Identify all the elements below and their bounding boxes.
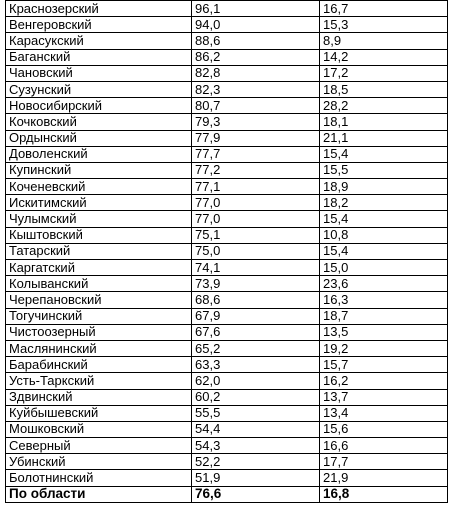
value2-cell: 28,2	[320, 98, 448, 114]
value2-cell: 15,3	[320, 17, 448, 33]
district-cell: Карасукский	[6, 33, 192, 49]
value1-cell: 65,2	[192, 340, 320, 356]
value2-cell: 16,3	[320, 292, 448, 308]
table-row	[6, 340, 448, 356]
district-cell: Купинский	[6, 162, 192, 178]
district-cell: Ордынский	[6, 130, 192, 146]
table-row	[6, 308, 448, 324]
district-cell: Чистоозерный	[6, 324, 192, 340]
value1-cell: 67,6	[192, 324, 320, 340]
value1-cell: 96,1	[192, 1, 320, 17]
table-row	[6, 357, 448, 373]
value2-cell: 10,8	[320, 227, 448, 243]
table-row	[6, 33, 448, 49]
value1-cell: 54,3	[192, 438, 320, 454]
value2-cell: 15,4	[320, 243, 448, 259]
value2-cell: 19,2	[320, 340, 448, 356]
district-cell: Доволенский	[6, 146, 192, 162]
value2-cell: 13,5	[320, 324, 448, 340]
value1-cell: 94,0	[192, 17, 320, 33]
table-row	[6, 195, 448, 211]
value2-cell: 17,7	[320, 454, 448, 470]
value1-cell: 77,1	[192, 179, 320, 195]
value2-cell: 15,6	[320, 421, 448, 437]
value1-cell: 60,2	[192, 389, 320, 405]
table-row	[6, 114, 448, 130]
table-row	[6, 162, 448, 178]
value2-cell: 18,9	[320, 179, 448, 195]
table-row	[6, 211, 448, 227]
district-cell: Венгеровский	[6, 17, 192, 33]
table-row	[6, 373, 448, 389]
value1-cell: 62,0	[192, 373, 320, 389]
district-cell: Кыштовский	[6, 227, 192, 243]
value2-cell: 15,4	[320, 211, 448, 227]
district-cell: Маслянинский	[6, 340, 192, 356]
district-cell: Здвинский	[6, 389, 192, 405]
table-row	[6, 421, 448, 437]
district-cell: Мошковский	[6, 421, 192, 437]
value1-cell: 63,3	[192, 357, 320, 373]
value1-cell: 55,5	[192, 405, 320, 421]
value2-cell: 8,9	[320, 33, 448, 49]
value1-cell: 74,1	[192, 260, 320, 276]
value1-cell: 82,8	[192, 65, 320, 81]
value1-cell: 68,6	[192, 292, 320, 308]
district-cell: Чановский	[6, 65, 192, 81]
district-cell: Сузунский	[6, 81, 192, 97]
value2-cell: 21,9	[320, 470, 448, 486]
table-row	[6, 405, 448, 421]
value2-cell: 15,0	[320, 260, 448, 276]
value1-cell: 76,6	[192, 486, 320, 502]
table-row	[6, 470, 448, 486]
table-row	[6, 49, 448, 65]
district-cell: Куйбышевский	[6, 405, 192, 421]
value1-cell: 67,9	[192, 308, 320, 324]
value2-cell: 16,8	[320, 486, 448, 502]
district-cell: Татарский	[6, 243, 192, 259]
table-row	[6, 243, 448, 259]
total-row	[6, 486, 448, 502]
table-row	[6, 130, 448, 146]
district-cell: Коченевский	[6, 179, 192, 195]
district-cell: Болотнинский	[6, 470, 192, 486]
district-cell: Колыванский	[6, 276, 192, 292]
district-cell: Северный	[6, 438, 192, 454]
table-row	[6, 146, 448, 162]
value2-cell: 18,5	[320, 81, 448, 97]
value2-cell: 16,7	[320, 1, 448, 17]
table-row	[6, 17, 448, 33]
value2-cell: 13,7	[320, 389, 448, 405]
value2-cell: 18,1	[320, 114, 448, 130]
district-cell: Баганский	[6, 49, 192, 65]
value2-cell: 21,1	[320, 130, 448, 146]
table-body	[6, 1, 448, 503]
district-cell: Усть-Таркский	[6, 373, 192, 389]
table-row	[6, 81, 448, 97]
value1-cell: 79,3	[192, 114, 320, 130]
table-row	[6, 324, 448, 340]
district-cell: Краснозерский	[6, 1, 192, 17]
district-cell: Черепановский	[6, 292, 192, 308]
district-cell: Новосибирский	[6, 98, 192, 114]
value2-cell: 18,2	[320, 195, 448, 211]
value2-cell: 23,6	[320, 276, 448, 292]
value2-cell: 15,7	[320, 357, 448, 373]
table-row	[6, 98, 448, 114]
value1-cell: 86,2	[192, 49, 320, 65]
district-cell: Чулымский	[6, 211, 192, 227]
value1-cell: 75,0	[192, 243, 320, 259]
district-cell: Каргатский	[6, 260, 192, 276]
district-cell: Кочковский	[6, 114, 192, 130]
district-data-table	[5, 0, 448, 503]
value1-cell: 77,0	[192, 195, 320, 211]
table-row	[6, 260, 448, 276]
table-row	[6, 179, 448, 195]
district-cell: Барабинский	[6, 357, 192, 373]
value1-cell: 75,1	[192, 227, 320, 243]
value2-cell: 18,7	[320, 308, 448, 324]
district-cell: Искитимский	[6, 195, 192, 211]
district-cell: Убинский	[6, 454, 192, 470]
value2-cell: 14,2	[320, 49, 448, 65]
value1-cell: 88,6	[192, 33, 320, 49]
value1-cell: 77,7	[192, 146, 320, 162]
value2-cell: 16,6	[320, 438, 448, 454]
value2-cell: 17,2	[320, 65, 448, 81]
table-row	[6, 1, 448, 17]
table-row	[6, 65, 448, 81]
value1-cell: 80,7	[192, 98, 320, 114]
value1-cell: 52,2	[192, 454, 320, 470]
table-row	[6, 389, 448, 405]
value2-cell: 16,2	[320, 373, 448, 389]
table-row	[6, 292, 448, 308]
value2-cell: 13,4	[320, 405, 448, 421]
value1-cell: 82,3	[192, 81, 320, 97]
value1-cell: 51,9	[192, 470, 320, 486]
table-row	[6, 276, 448, 292]
value1-cell: 77,9	[192, 130, 320, 146]
value2-cell: 15,5	[320, 162, 448, 178]
value1-cell: 77,2	[192, 162, 320, 178]
district-cell: Тогучинский	[6, 308, 192, 324]
value2-cell: 15,4	[320, 146, 448, 162]
table-row	[6, 438, 448, 454]
table-row	[6, 454, 448, 470]
value1-cell: 54,4	[192, 421, 320, 437]
table-row	[6, 227, 448, 243]
value1-cell: 77,0	[192, 211, 320, 227]
value1-cell: 73,9	[192, 276, 320, 292]
district-cell: По области	[6, 486, 192, 502]
